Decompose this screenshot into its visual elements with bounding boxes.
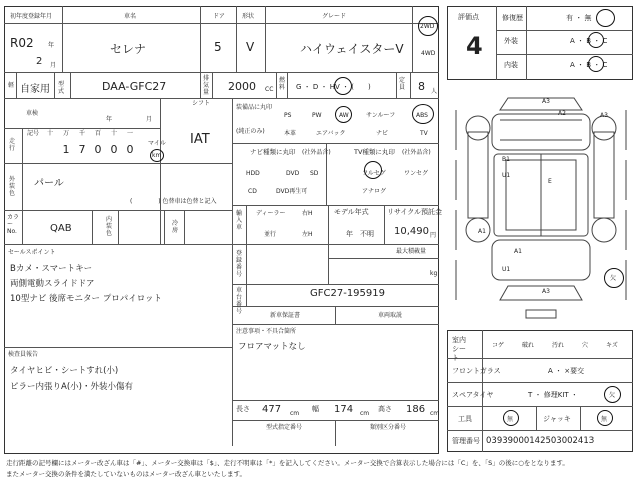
jack-label: ジャッキ	[543, 415, 571, 423]
manual: 車両取説	[378, 312, 403, 319]
fuel-label: 燃料	[279, 77, 286, 91]
interior-grades: A ・ B ・ C	[570, 61, 608, 69]
front-glass-label: フロントガラス	[452, 367, 501, 375]
cc: CC	[265, 86, 274, 93]
navi-sd: SD	[310, 170, 319, 177]
digit: 0	[110, 143, 118, 156]
inspector-line-1: タイヤヒビ・シートすれ(小)	[10, 366, 119, 376]
notes-label: 注意事項・不具合箇所	[236, 328, 297, 335]
eq-navi: ナビ	[376, 130, 389, 137]
jack-value: 無	[601, 416, 608, 423]
type-designation-label: 型式指定番号	[266, 424, 303, 431]
eq-leather: 本革	[284, 130, 297, 137]
mileage-digit-labels	[24, 130, 138, 137]
repair-circle	[596, 9, 615, 27]
kei-label: 軽	[8, 82, 15, 89]
import-label: 輸入車	[236, 210, 243, 231]
sales-line-3: 10型ナビ 後席モニター プロパイロット	[10, 294, 163, 304]
damage-missing: 欠	[610, 275, 617, 282]
cap-unit: 人	[431, 88, 438, 95]
model: DAA-GFC27	[102, 80, 167, 93]
seat-scratch: キズ	[606, 342, 618, 349]
fuel-options: G ・ D ・ HV ・ ( )	[296, 83, 371, 91]
insp-month: 月	[146, 116, 153, 123]
digit-label: 一	[126, 130, 133, 137]
displacement: 2000	[228, 80, 256, 93]
footer-line-2: またメーター交換の条件を満たしていないものはメーター改ざん車といたします。	[6, 470, 246, 478]
score-label: 評価点	[458, 13, 479, 21]
chassis-label: 車台番号	[236, 287, 243, 315]
navi-label: ナビ種類に丸印	[250, 148, 296, 156]
spare-tire-options: T ・ 修理KIT ・	[528, 391, 578, 399]
eq-sunroof: サンルーフ	[366, 112, 396, 119]
length-label: 長さ	[236, 405, 250, 413]
model-year-value: 年 不明	[346, 230, 374, 238]
damage-a1-left: A1	[478, 228, 486, 235]
tools-label: 工具	[458, 415, 472, 423]
management-label: 管理番号	[452, 437, 480, 445]
navi-hdd: HDD	[246, 170, 260, 177]
eq-tv: TV	[420, 130, 428, 137]
digit-label: 百	[94, 130, 101, 137]
tv-analog: アナログ	[362, 188, 387, 195]
exterior-value: パール	[34, 178, 64, 189]
tools-value: 無	[507, 416, 514, 423]
mileage-digits	[58, 143, 138, 156]
repair-options: 有 ・ 無	[566, 14, 592, 22]
equipment-sub: (純正のみ)	[236, 128, 265, 135]
front-glass-options: A ・ ×要交	[548, 367, 585, 375]
tv-oneseg: ワンセグ	[404, 170, 429, 177]
exterior-grade-label: 外装	[504, 37, 518, 45]
digit: 0	[94, 143, 102, 156]
damage-a2: A2	[558, 110, 566, 117]
damage-a1-right: A1	[514, 248, 522, 255]
shape-label: 形状	[242, 13, 255, 20]
digit-label: 万	[62, 130, 69, 137]
damage-a3-bottom: A3	[542, 288, 550, 295]
spare-selected: 欠	[609, 392, 616, 399]
shape: V	[246, 40, 255, 54]
grade-label: グレード	[322, 13, 347, 20]
width-label: 幅	[312, 405, 319, 413]
eq-aw: AW	[339, 112, 349, 119]
damage-a3-top: A3	[542, 98, 550, 105]
doors: 5	[214, 40, 222, 54]
navi-cd: CD	[248, 188, 257, 195]
capacity: 8	[418, 80, 425, 93]
cap-label: 定員	[399, 77, 406, 91]
recycle-unit: 円	[430, 232, 437, 239]
height-label: 高さ	[378, 405, 392, 413]
door-label: ドア	[213, 13, 225, 20]
length-value: 477	[262, 404, 282, 415]
reg-label: 初年度登録年月	[10, 13, 53, 20]
digit-label: 十	[46, 130, 53, 137]
mileage-label: 走行	[9, 138, 16, 152]
max-load-label: 最大積載量	[396, 248, 427, 255]
inspector-label: 検査員報告	[8, 351, 39, 358]
damage-u1-left: U1	[502, 172, 511, 179]
shift-label: シフト	[192, 100, 211, 107]
import-parallel: 並行	[264, 231, 277, 238]
score: 4	[466, 32, 483, 60]
digit: 0	[126, 143, 134, 156]
damage-u1-bottom: U1	[502, 266, 511, 273]
usage: 自家用	[20, 84, 50, 95]
inspector-line-2: ピラー内張りA(小)・外装小傷有	[10, 382, 133, 392]
damage-a3-mid: A3	[600, 112, 608, 119]
car-name: セレナ	[110, 42, 147, 56]
tv-sub: (社外品含)	[402, 149, 431, 156]
unit-mile: マイル	[148, 140, 166, 147]
import-dealer: ディーラー	[256, 210, 286, 217]
color-code: QAB	[50, 223, 72, 234]
car-outline-svg	[448, 90, 634, 320]
era: R02	[10, 36, 34, 50]
seat-label: 室内シート	[452, 336, 466, 362]
month-suffix: 月	[50, 62, 57, 69]
digit-label: 記号	[26, 130, 39, 137]
digit-label: 千	[78, 130, 85, 137]
tv-label: TV種類に丸印	[354, 148, 395, 156]
unit-km: km	[152, 152, 162, 159]
height-unit: cm	[430, 410, 440, 417]
interior-grade-label: 内装	[504, 61, 518, 69]
exterior-label: 外装色	[9, 176, 16, 197]
color-code-label: カラー No.	[7, 214, 20, 235]
chassis-value: GFC27-195919	[310, 288, 385, 299]
disp-label: 排気量	[203, 75, 210, 96]
tv-fullseg: フルセグ	[362, 170, 386, 177]
recycle-value: 10,490	[394, 226, 429, 237]
exterior-grades: A ・ B ・ C	[570, 37, 608, 45]
height-value: 186	[406, 404, 426, 415]
reg-month: 2	[36, 56, 43, 67]
recycle-label: リサイクル預託金	[387, 208, 443, 216]
digit: 1	[62, 143, 70, 156]
cooling-label: 冷房	[172, 220, 179, 234]
eq-ps: PS	[284, 112, 292, 119]
import-right: 右H	[302, 210, 313, 217]
name-label: 車名	[124, 13, 137, 20]
eq-airbag: エアバック	[316, 130, 346, 137]
seat-dirt: 汚れ	[552, 342, 565, 349]
seat-burn: コゲ	[492, 342, 505, 349]
max-load-unit: kg	[430, 270, 438, 277]
navi-dvd-play: DVD再生可	[276, 188, 308, 195]
navi-dvd: DVD	[286, 170, 300, 177]
drive-2wd: 2WD	[420, 23, 435, 30]
digit: 7	[78, 143, 86, 156]
car-damage-diagram	[448, 90, 634, 320]
seat-tear: 破れ	[522, 342, 535, 349]
footer-line-1: 走行距離の記号欄にはメーター改ざん車は「#」、メーター交換車は「$」、走行不明車は「*」を記入してください。メーター交換で合算表示した場合には「C」を、「S」の後に○をとなります。	[6, 459, 569, 467]
eq-abs: ABS	[416, 112, 428, 119]
management-value: 0393900014250300241З	[486, 436, 595, 446]
repair-label: 修復歴	[502, 14, 523, 22]
import-left: 左H	[302, 231, 313, 238]
year-suffix: 年	[48, 42, 55, 49]
exterior-note: ( ) 色替車は色替と記入	[130, 198, 217, 205]
grade: ハイウェイスターV	[300, 42, 404, 56]
sales-line-1: Bカメ・スマートキー	[10, 264, 93, 274]
eq-pw: PW	[312, 112, 322, 119]
insp-year: 年	[106, 116, 113, 123]
spare-tire-label: スペアタイヤ	[452, 391, 494, 399]
damage-e: E	[548, 178, 552, 185]
inspection-label: 車検	[26, 110, 39, 117]
width-unit: cm	[360, 410, 370, 417]
interior-color-label: 内装色	[106, 216, 113, 237]
fuel-circle	[334, 77, 352, 95]
sales-line-2: 両側電動スライドドア	[10, 279, 95, 289]
notes-value: フロアマットなし	[238, 342, 306, 352]
registration-label: 登録番号	[236, 250, 243, 278]
interior-grade-circle	[588, 56, 604, 72]
damage-b1: B1	[502, 156, 510, 163]
seat-hole: 穴	[582, 342, 589, 349]
new-warranty: 新車保証書	[270, 312, 301, 319]
width-value: 174	[334, 404, 354, 415]
sales-label: セールスポイント	[8, 249, 56, 256]
digit-label: 十	[110, 130, 117, 137]
exterior-grade-circle	[588, 32, 604, 48]
shift-value: IAT	[190, 132, 210, 147]
navi-sub: (社外品含)	[302, 149, 331, 156]
model-year-label: モデル年式	[334, 208, 369, 216]
length-unit: cm	[290, 410, 300, 417]
drive-4wd: 4WD	[421, 50, 436, 57]
model-label: 型式	[58, 81, 65, 95]
equipment-label: 装備品に丸印	[236, 104, 273, 111]
category-label: 類別区分番号	[370, 424, 407, 431]
